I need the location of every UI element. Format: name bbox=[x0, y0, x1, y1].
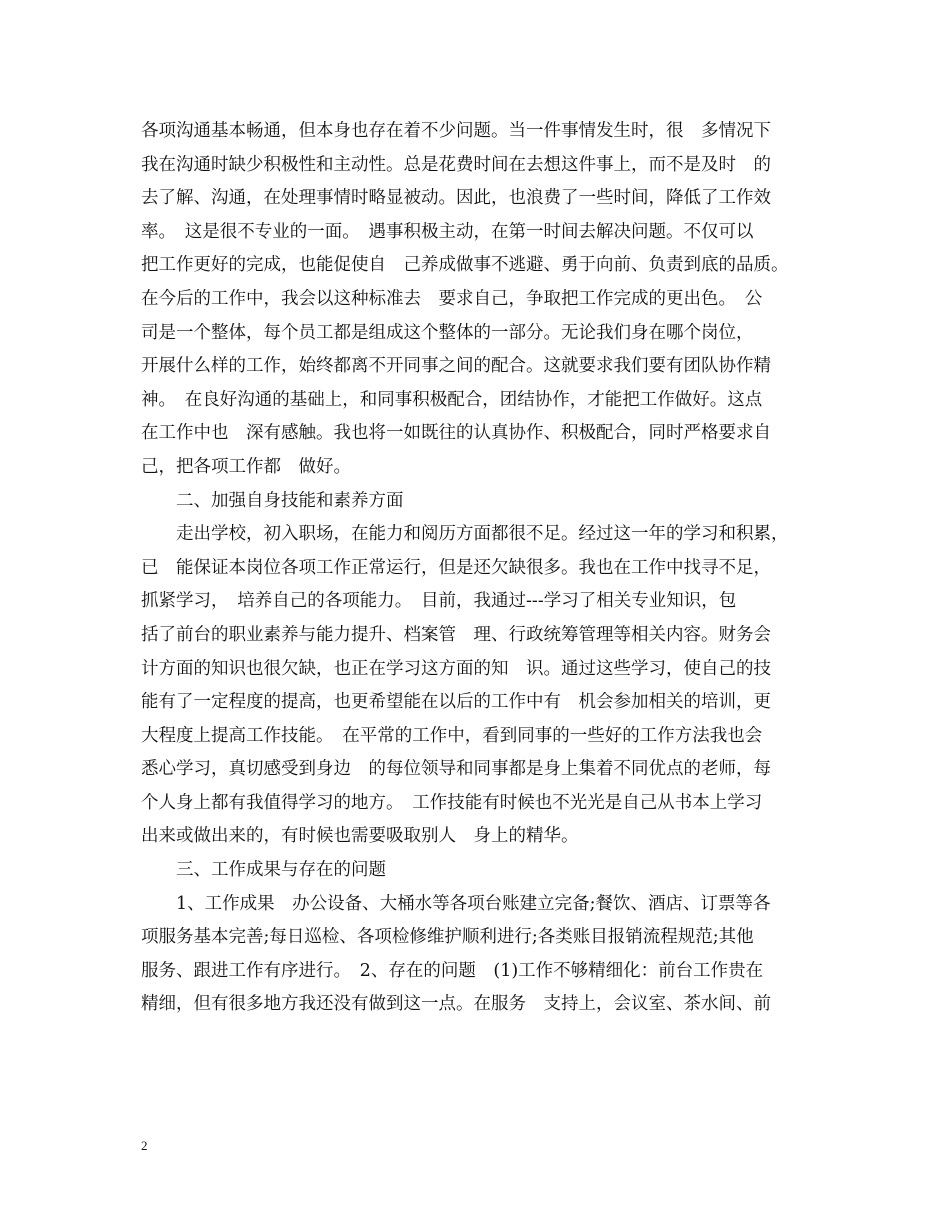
text-line: 1、工作成果 办公设备、大桶水等各项台账建立完备;餐饮、酒店、订票等各 bbox=[141, 893, 771, 914]
text-line: 大程度上提高工作技能。 在平常的工作中，看到同事的一些好的工作方法我也会 bbox=[141, 725, 763, 746]
text-line: 个人身上都有我值得学习的地方。 工作技能有时候也不光光是自己从书本上学习 bbox=[141, 792, 763, 813]
section-heading: 二、加强自身技能和素养方面 bbox=[141, 490, 404, 511]
text-line: 精细，但有很多地方我还没有做到这一点。在服务 支持上，会议室、茶水间、前 bbox=[141, 994, 771, 1015]
text-line: 服务、跟进工作有序进行。 2、存在的问题 (1)工作不够精细化：前台工作贵在 bbox=[141, 960, 764, 981]
text-line: 率。 这是很不专业的一面。 遇事积极主动，在第一时间去解决问题。不仅可以 bbox=[141, 221, 754, 242]
text-line: 己，把各项工作都 做好。 bbox=[141, 456, 351, 477]
body-text bbox=[141, 115, 831, 1022]
text-line: 括了前台的职业素养与能力提升、档案管 理、行政统筹管理等相关内容。财务会 bbox=[141, 624, 771, 645]
text-line: 已 能保证本岗位各项工作正常运行，但是还欠缺很多。我也在工作中找寻不足， bbox=[141, 557, 771, 578]
text-line: 各项沟通基本畅通，但本身也存在着不少问题。当一件事情发生时，很 多情况下 bbox=[141, 121, 771, 141]
page-number: 2 bbox=[141, 1138, 148, 1153]
text-line: 计方面的知识也很欠缺，也正在学习这方面的知 识。通过这些学习，使自己的技 bbox=[141, 658, 771, 679]
text-line: 神。 在良好沟通的基础上，和同事积极配合，团结协作，才能把工作做好。这点 bbox=[141, 389, 763, 410]
text-line: 抓紧学习， 培养自己的各项能力。 目前，我通过---学习了相关专业知识，包 bbox=[141, 591, 737, 612]
text-line: 把工作更好的完成，也能促使自 己养成做事不逃避、勇于向前、负责到底的品质。 bbox=[141, 255, 789, 276]
section-heading: 三、工作成果与存在的问题 bbox=[141, 860, 386, 881]
text-line: 能有了一定程度的提高，也更希望能在以后的工作中有 机会参加相关的培训，更 bbox=[141, 692, 771, 713]
text-line: 出来或做出来的，有时候也需要吸取别人 身上的精华。 bbox=[141, 826, 579, 847]
text-line: 在今后的工作中，我会以这种标准去 要求自己，争取把工作完成的更出色。 公 bbox=[141, 288, 763, 309]
text-line: 司是一个整体，每个员工都是组成这个整体的一部分。无论我们身在哪个岗位， bbox=[141, 322, 754, 343]
text-line: 在工作中也 深有感触。我也将一如既往的认真协作、积极配合，同时严格要求自 bbox=[141, 423, 771, 444]
text-line: 项服务基本完善;每日巡检、各项检修维护顺利进行;各类账目报销流程规范;其他 bbox=[141, 927, 754, 948]
text-line: 开展什么样的工作，始终都离不开同事之间的配合。这就要求我们要有团队协作精 bbox=[141, 356, 771, 377]
text-line: 我在沟通时缺少积极性和主动性。总是花费时间在去想这件事上，而不是及时 的 bbox=[141, 154, 771, 175]
text-line: 走出学校，初入职场，在能力和阅历方面都很不足。经过这一年的学习和积累， bbox=[141, 524, 789, 545]
text-line: 去了解、沟通，在处理事情时略显被动。因此，也浪费了一些时间，降低了工作效 bbox=[141, 188, 771, 209]
text-line: 悉心学习，真切感受到身边 的每位领导和同事都是身上集着不同优点的老师，每 bbox=[141, 759, 771, 780]
